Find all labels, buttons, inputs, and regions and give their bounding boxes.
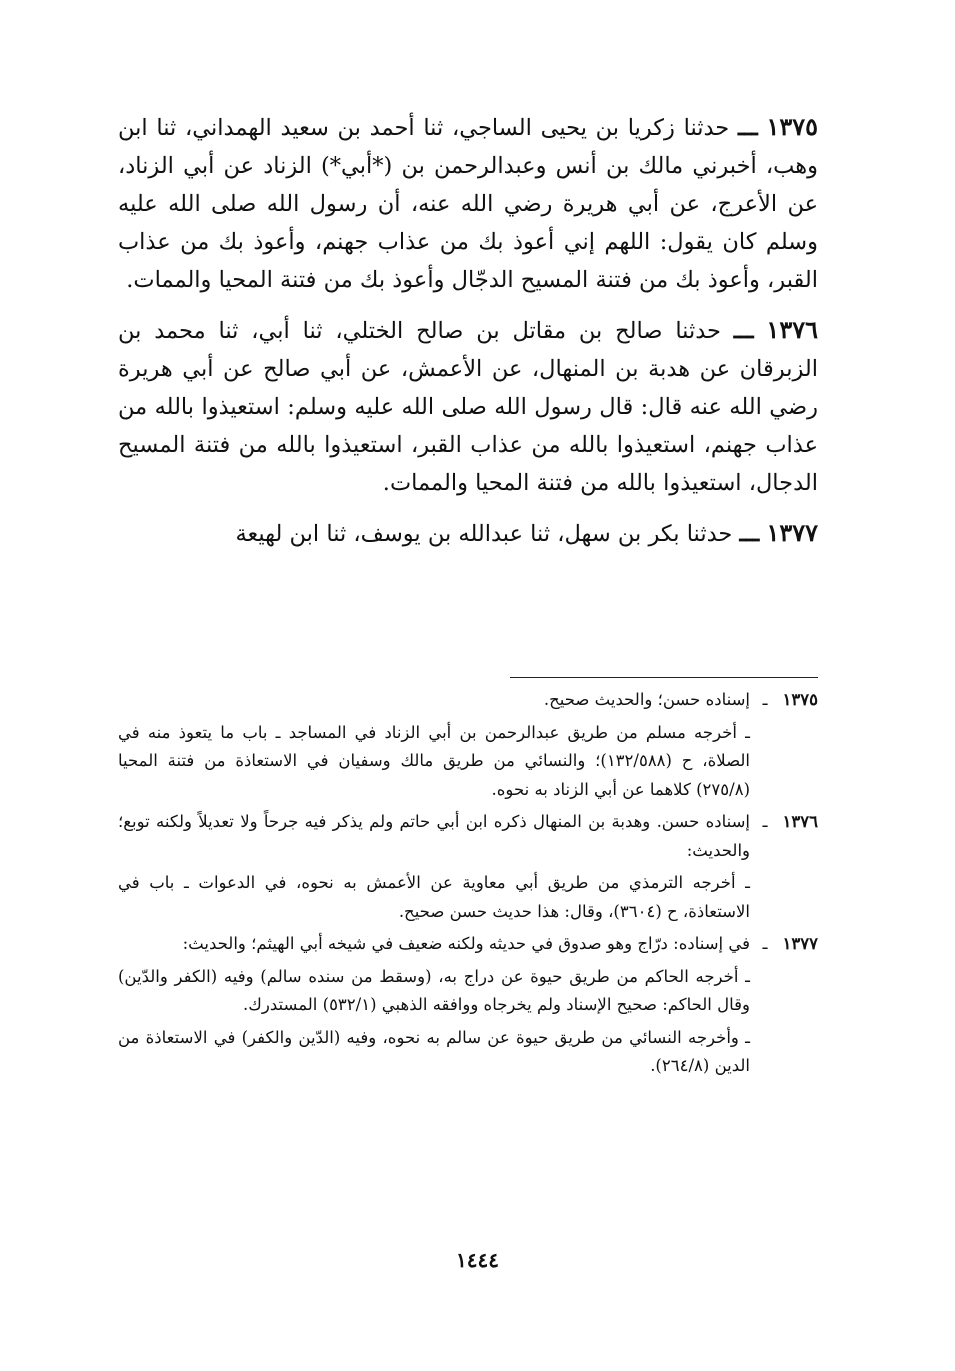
footnote-1375 — [118, 686, 818, 808]
footnote-body — [118, 930, 750, 1085]
footnote-number: ١٣٧٥ — [782, 690, 818, 709]
footnote-number: ١٣٧٧ — [782, 934, 818, 953]
footnote-1377 — [118, 930, 818, 1085]
footnote-dash: ـ — [762, 690, 768, 709]
footnote-paragraph: إسناده حسن؛ والحديث صحيح. — [543, 690, 750, 709]
footnote-1376 — [118, 808, 818, 930]
footnote-paragraph: في إسناده: درّاج وهو صدوق في حديثه ولكنه ضعيف في شيخه أبي الهيثم؛ والحديث: — [182, 934, 750, 953]
footnote-paragraph: ـ أخرجه الحاكم من طريق حيوة عن دراج به، (وسقط من سنده سالم) وفيه (الكفر والدّين) وقال الحاكم: صحيح الإسناد ولم يخرجاه ووافقه الذهبي (٥٣٢/١) المستدرك. — [118, 966, 750, 1014]
footnote-number: ١٣٧٦ — [782, 812, 818, 831]
footnote-paragraph: إسناده حسن. وهدبة بن المنهال ذكره ابن أبي حاتم ولم يذكر فيه جرحاً ولا تعديلاً ولكنه توبع؛ والحديث: — [118, 812, 750, 860]
hadith-number: ١٣٧٥ — [766, 112, 818, 141]
hadith-1375 — [118, 108, 818, 299]
main-text — [118, 108, 818, 565]
footnote-body — [118, 808, 750, 930]
footnote-dash: ـ — [762, 934, 768, 953]
hadith-text: حدثنا بكر بن سهل، ثنا عبدالله بن يوسف، ثنا ابن لهيعة — [235, 521, 733, 547]
footnote-paragraph: ـ وأخرجه النسائي من طريق حيوة عن سالم به نحوه، وفيه (الدّين والكفر) في الاستعاذة من الدين (٢٦٤/٨). — [118, 1027, 750, 1075]
hadith-dash: ـــ — [737, 115, 758, 141]
footnote-dash: ـ — [762, 812, 768, 831]
footnotes — [118, 686, 818, 1085]
hadith-dash: ـــ — [733, 318, 754, 344]
footnote-body — [118, 686, 750, 808]
page-number: ١٤٤٤ — [456, 1248, 499, 1272]
hadith-text: حدثنا صالح بن مقاتل بن صالح الختلي، ثنا أبي، ثنا محمد بن الزبرقان عن هدبة بن المنهال، عن الأعمش، عن أبي صالح عن أبي هريرة رضي الله عنه قال: قال رسول الله صلى الله عليه وسلم: استعيذوا بالله من عذاب جهنم، استعيذوا بالله من عذاب القبر، استعيذوا بالله من فتنة المسيح الدجال، استعيذوا بالله من فتنة المحيا والممات. — [118, 318, 818, 496]
footnote-paragraph: ـ أخرجه مسلم من طريق عبدالرحمن بن أبي الزناد في المساجد ـ باب ما يتعوذ منه في الصلاة، ح (١٣٢/٥٨٨)؛ والنسائي من طريق مالك وسفيان في الاستعاذة من فتنة المحيا (٢٧٥/٨) كلاهما عن أبي الزناد به نحوه. — [118, 722, 750, 799]
footnote-paragraph: ـ أخرجه الترمذي من طريق أبي معاوية عن الأعمش به نحوه، في الدعوات ـ باب في الاستعاذة، ح (٣٦٠٤)، وقال: هذا حديث حسن صحيح. — [118, 873, 750, 921]
footnote-divider — [510, 677, 818, 678]
hadith-number: ١٣٧٦ — [766, 315, 818, 344]
hadith-number: ١٣٧٧ — [766, 518, 818, 547]
hadith-text: حدثنا زكريا بن يحيى الساجي، ثنا أحمد بن سعيد الهمداني، ثنا ابن وهب، أخبرني مالك بن أنس وعبدالرحمن بن (*أبي*) الزناد عن أبي الزناد، عن الأعرج، عن أبي هريرة رضي الله عنه، أن رسول الله صلى الله عليه وسلم كان يقول: اللهم إني أعوذ بك من عذاب جهنم، وأعوذ بك من عذاب القبر، وأعوذ بك من فتنة المسيح الدجّال وأعوذ بك من فتنة المحيا والممات. — [118, 115, 818, 293]
hadith-1377 — [118, 514, 818, 553]
hadith-1376 — [118, 311, 818, 502]
hadith-dash: ـــ — [739, 521, 760, 547]
